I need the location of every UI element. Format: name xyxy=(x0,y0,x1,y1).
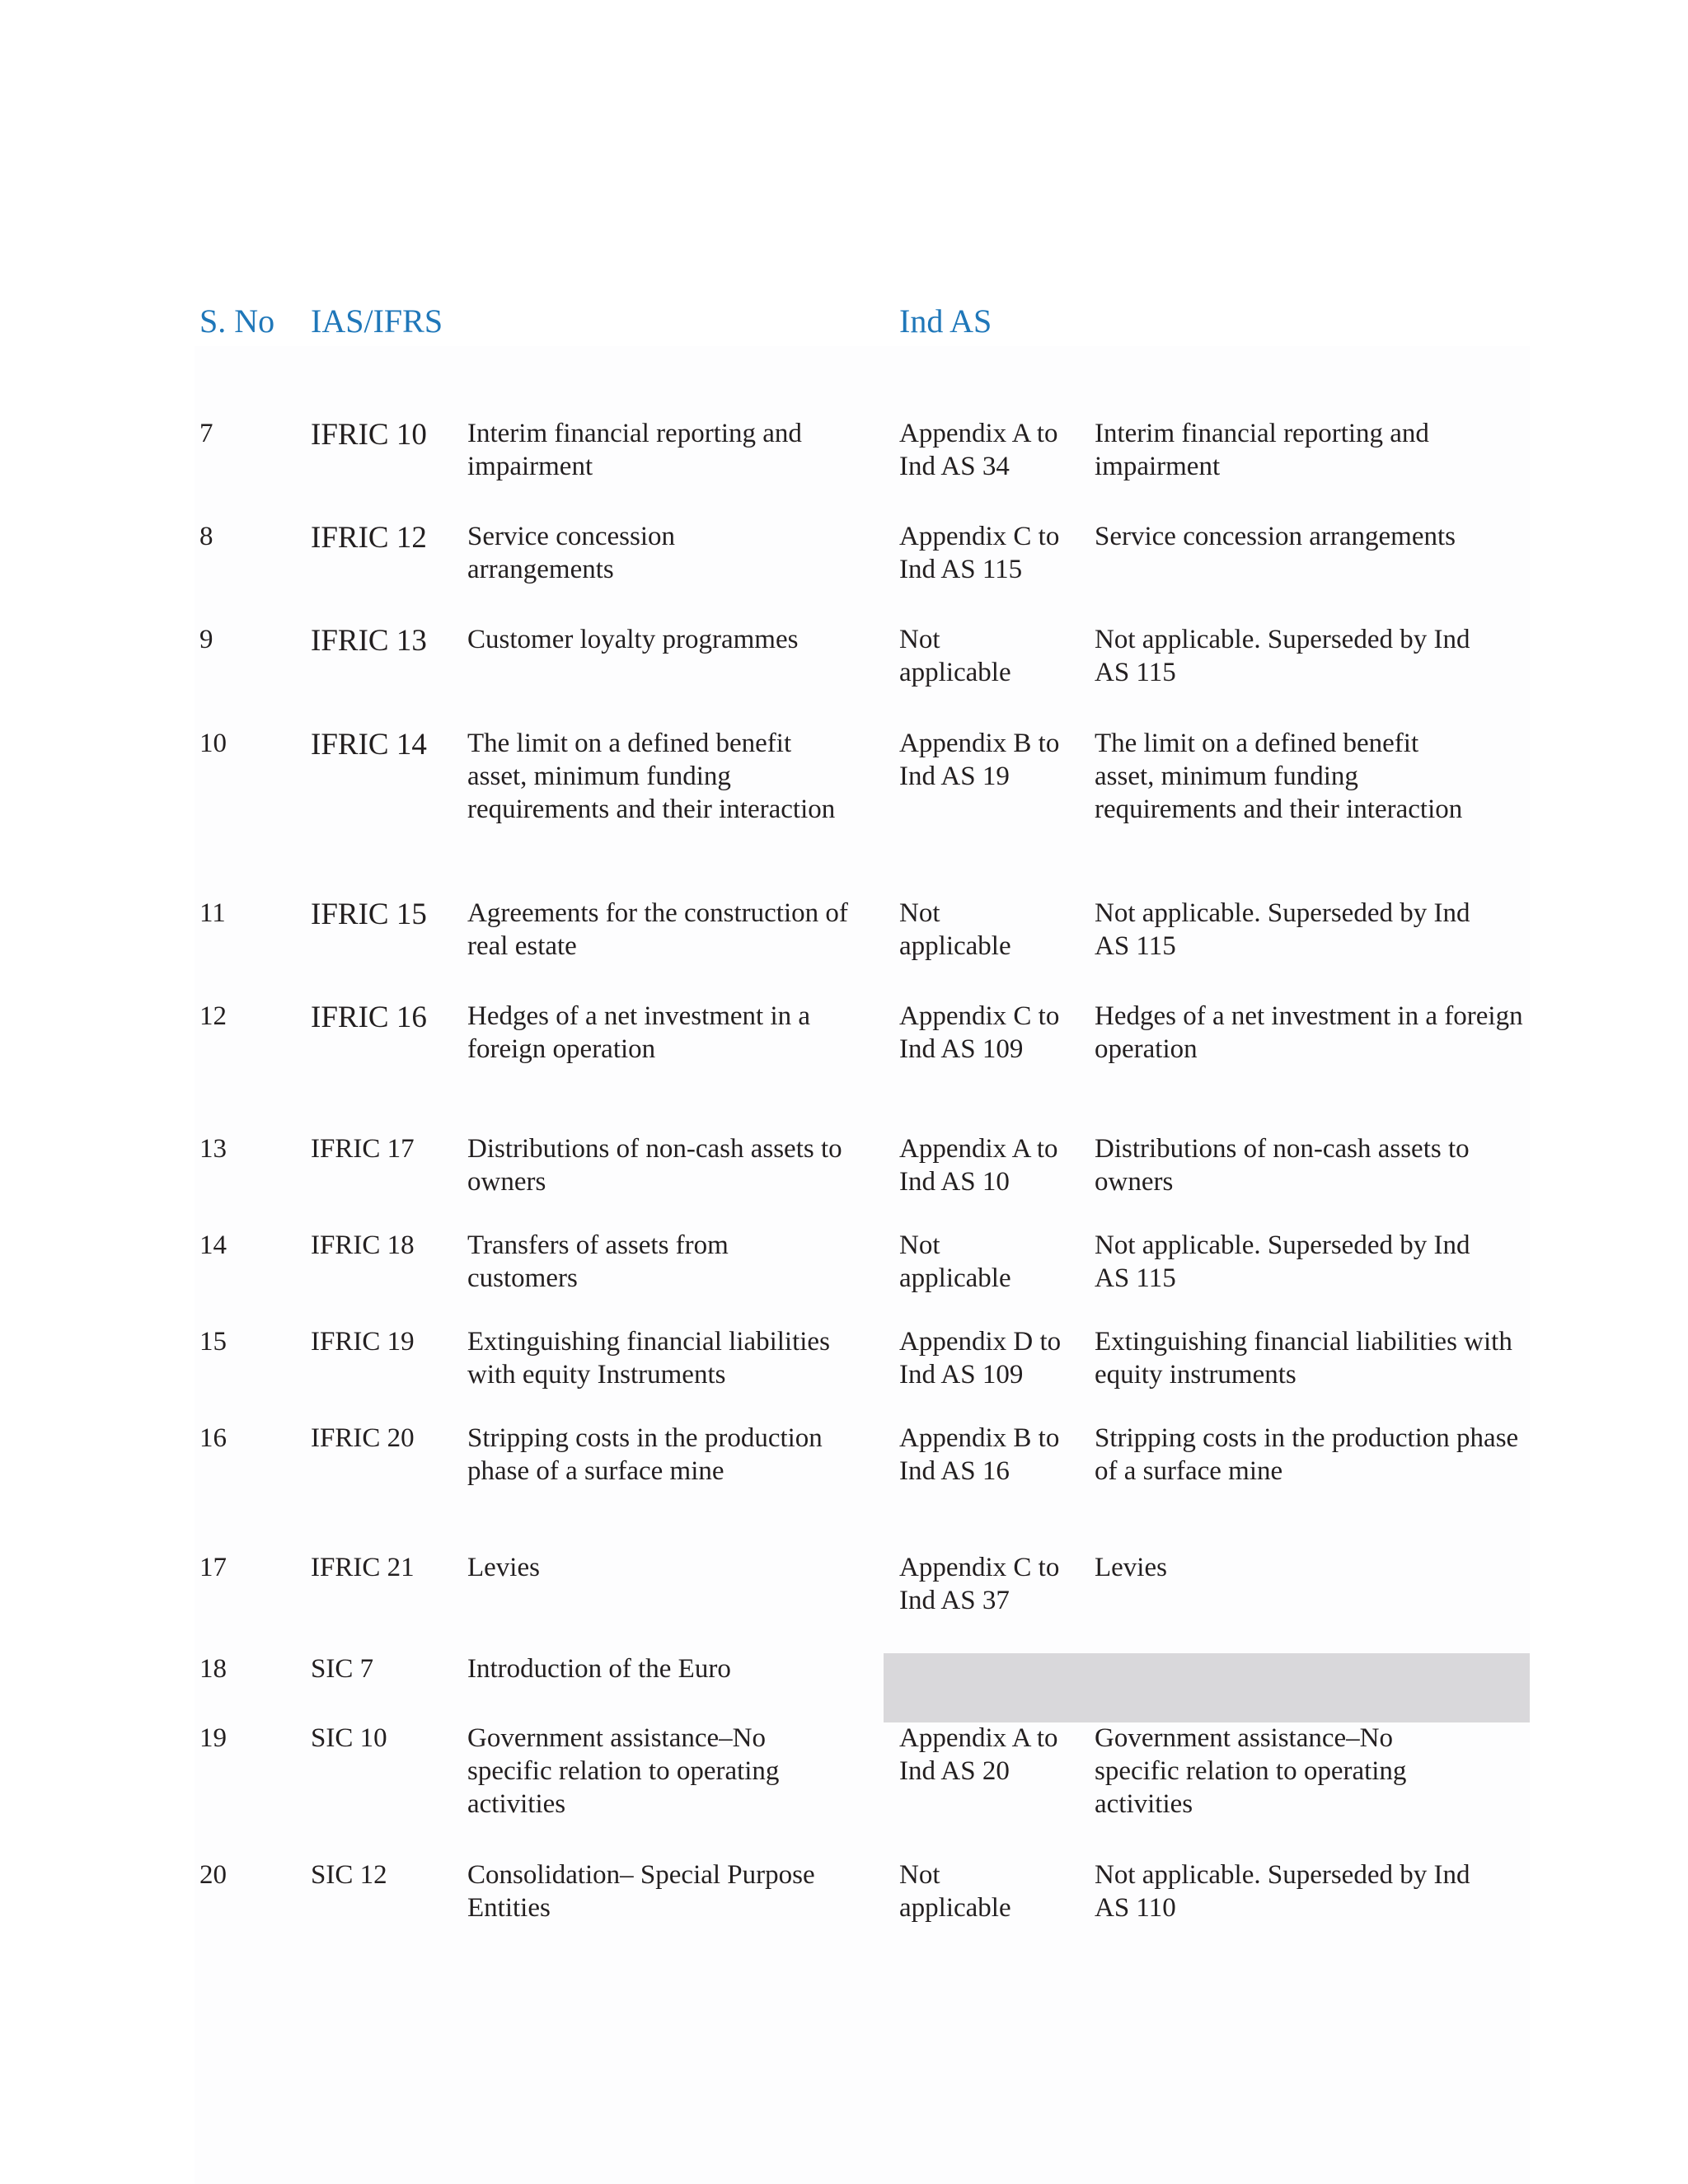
empty-shaded-cell xyxy=(884,1653,1530,1722)
row-title: Customer loyalty programmes xyxy=(467,625,799,654)
row-sno: 16 xyxy=(199,1423,227,1453)
row-ind-title: The limit on a defined benefit asset, minimum funding requirements and their interaction xyxy=(1095,729,1463,824)
row-sno: 13 xyxy=(199,1134,227,1164)
row-ind-as: Appendix A to Ind AS 10 xyxy=(899,1134,1058,1197)
row-ind-as: Not applicable xyxy=(899,898,1011,961)
row-ind-as: Not applicable xyxy=(899,1860,1011,1923)
row-title: The limit on a defined benefit asset, minimum funding requirements and their interaction xyxy=(467,729,836,824)
row-sno: 15 xyxy=(199,1327,227,1357)
row-title: Hedges of a net investment in a foreign operation xyxy=(467,1001,811,1064)
row-ind-title: Not applicable. Superseded by Ind AS 115 xyxy=(1095,898,1470,961)
row-ind-title: Service concession arrangements xyxy=(1095,522,1456,551)
row-ind-title: Not applicable. Superseded by Ind AS 110 xyxy=(1095,1860,1470,1923)
row-ind-title: Not applicable. Superseded by Ind AS 115 xyxy=(1095,625,1470,687)
row-sno: 19 xyxy=(199,1723,227,1753)
row-sno: 10 xyxy=(199,729,227,758)
row-sno: 11 xyxy=(199,898,226,928)
header-sno: S. No xyxy=(199,302,275,340)
row-sno: 9 xyxy=(199,625,213,654)
row-ind-as: Appendix B to Ind AS 19 xyxy=(899,729,1060,791)
row-title: Extinguishing financial liabilities with equity Instruments xyxy=(467,1327,830,1390)
row-code: IFRIC 12 xyxy=(311,521,427,555)
row-ind-title: Distributions of non-cash assets to owners xyxy=(1095,1134,1470,1197)
row-title: Consolidation– Special Purpose Entities xyxy=(467,1860,815,1923)
row-title: Service concession arrangements xyxy=(467,522,675,584)
row-code: IFRIC 10 xyxy=(311,418,427,452)
row-sno: 7 xyxy=(199,419,213,448)
row-ind-as: Not applicable xyxy=(899,625,1011,687)
row-code: SIC 7 xyxy=(311,1654,374,1684)
row-ind-as: Appendix B to Ind AS 16 xyxy=(899,1423,1060,1486)
row-code: SIC 12 xyxy=(311,1860,387,1890)
row-ind-title: Interim financial reporting and impairment xyxy=(1095,419,1429,481)
row-sno: 20 xyxy=(199,1860,227,1890)
row-ind-as: Appendix C to Ind AS 37 xyxy=(899,1553,1060,1615)
row-ind-title: Levies xyxy=(1095,1553,1167,1582)
row-ind-as: Appendix C to Ind AS 109 xyxy=(899,1001,1060,1064)
row-title: Government assistance–No specific relation to operating activities xyxy=(467,1723,780,1819)
row-title: Stripping costs in the production phase of a surface mine xyxy=(467,1423,823,1486)
row-sno: 8 xyxy=(199,522,213,551)
row-code: IFRIC 19 xyxy=(311,1327,415,1357)
row-sno: 18 xyxy=(199,1654,227,1684)
row-ind-title: Not applicable. Superseded by Ind AS 115 xyxy=(1095,1230,1470,1293)
header-ias-ifrs: IAS/IFRS xyxy=(311,302,443,340)
row-ind-as: Appendix A to Ind AS 20 xyxy=(899,1723,1058,1786)
row-ind-title: Extinguishing financial liabilities with equity instruments xyxy=(1095,1327,1512,1390)
row-code: IFRIC 17 xyxy=(311,1134,415,1164)
row-code: IFRIC 14 xyxy=(311,728,427,762)
row-ind-as: Appendix C to Ind AS 115 xyxy=(899,522,1060,584)
row-title: Introduction of the Euro xyxy=(467,1654,731,1684)
header-ind-as: Ind AS xyxy=(899,302,992,340)
row-sno: 17 xyxy=(199,1553,227,1582)
row-title: Agreements for the construction of real estate xyxy=(467,898,848,961)
row-sno: 14 xyxy=(199,1230,227,1260)
row-ind-title: Stripping costs in the production phase of a surface mine xyxy=(1095,1423,1519,1486)
row-ind-title: Government assistance–No specific relation to operating activities xyxy=(1095,1723,1407,1819)
row-code: IFRIC 13 xyxy=(311,624,427,658)
row-code: IFRIC 15 xyxy=(311,898,427,931)
row-code: SIC 10 xyxy=(311,1723,387,1753)
row-ind-as: Appendix A to Ind AS 34 xyxy=(899,419,1058,481)
row-code: IFRIC 21 xyxy=(311,1553,415,1582)
row-code: IFRIC 16 xyxy=(311,1001,427,1034)
row-ind-as: Not applicable xyxy=(899,1230,1011,1293)
row-title: Distributions of non-cash assets to owners xyxy=(467,1134,842,1197)
row-sno: 12 xyxy=(199,1001,227,1031)
row-title: Levies xyxy=(467,1553,540,1582)
row-code: IFRIC 18 xyxy=(311,1230,415,1260)
row-ind-as: Appendix D to Ind AS 109 xyxy=(899,1327,1062,1390)
row-title: Interim financial reporting and impairment xyxy=(467,419,802,481)
row-code: IFRIC 20 xyxy=(311,1423,415,1453)
row-ind-title: Hedges of a net investment in a foreign operation xyxy=(1095,1001,1523,1064)
row-title: Transfers of assets from customers xyxy=(467,1230,729,1293)
